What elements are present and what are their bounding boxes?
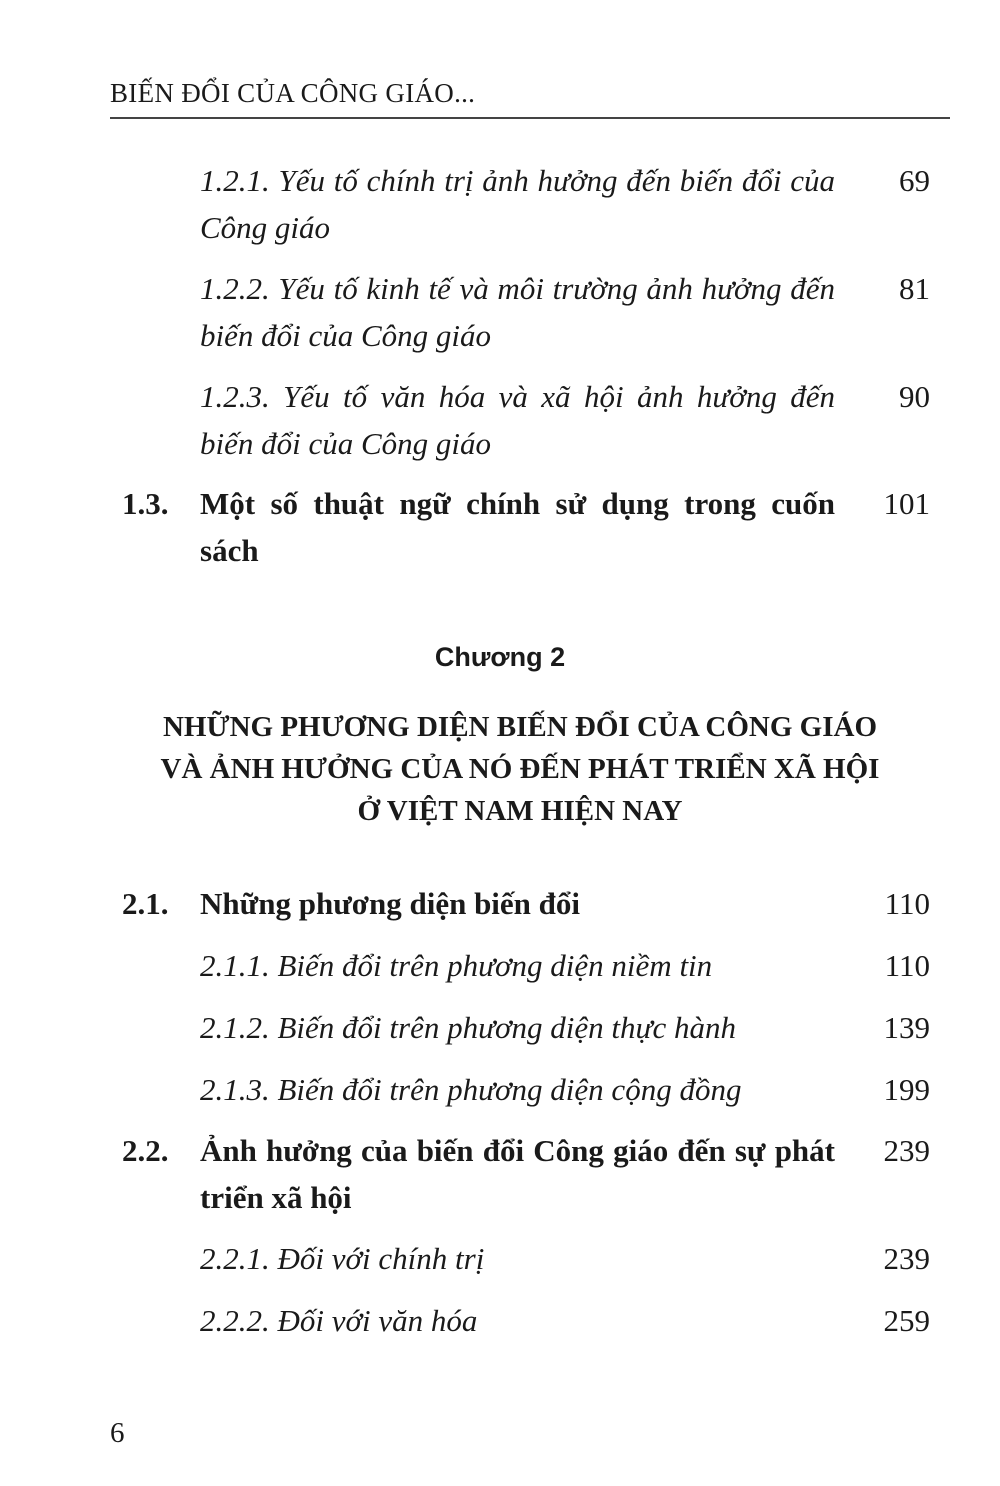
page-number: 6	[110, 1417, 125, 1449]
toc-page-number: 110	[884, 948, 930, 983]
toc-entry-text: 2.1.2. Biến đổi trên phương diện thực hành	[200, 1010, 736, 1045]
toc-entry-text: 2.1.3. Biến đổi trên phương diện cộng đồng	[200, 1072, 742, 1107]
toc-entry-1-2-3	[200, 373, 835, 467]
toc-entry-text: 1.2.2. Yếu tố kinh tế và môi trường ảnh hưởng đến biến đổi của Công giáo	[200, 271, 835, 353]
toc-page-number: 69	[899, 163, 930, 198]
toc-section-text: Những phương diện biến đổi	[200, 886, 581, 921]
toc-page-number: 139	[883, 1010, 930, 1045]
toc-page-number: 81	[899, 271, 930, 306]
toc-entry-text: 1.2.3. Yếu tố văn hóa và xã hội ảnh hưởng đến biến đổi của Công giáo	[200, 379, 835, 461]
toc-page-number: 90	[899, 379, 930, 414]
toc-entry-2-1-1	[200, 942, 840, 989]
toc-entry-1-2-1	[200, 157, 835, 251]
toc-entry-text: 2.2.1. Đối với chính trị	[200, 1241, 485, 1276]
toc-section-body	[200, 1127, 835, 1221]
toc-entry-2-1-2	[200, 1004, 840, 1051]
toc-section-number: 2.1.	[122, 886, 169, 921]
toc-section-text: Ảnh hưởng của biến đổi Công giáo đến sự phát triển xã hội	[200, 1133, 835, 1215]
toc-section-number: 2.2.	[122, 1133, 169, 1168]
toc-entry-text: 1.2.1. Yếu tố chính trị ảnh hưởng đến biến đổi của Công giáo	[200, 163, 835, 245]
toc-section-body	[200, 480, 835, 574]
toc-entry-1-2-2	[200, 265, 835, 359]
toc-page-number: 110	[884, 886, 930, 921]
toc-page-number: 239	[883, 1133, 930, 1168]
toc-entry-text: 2.2.2. Đối với văn hóa	[200, 1303, 478, 1338]
toc-entry-text: 2.1.1. Biến đổi trên phương diện niềm tin	[200, 948, 713, 983]
header-rule	[110, 117, 950, 119]
chapter-label: Chương 2	[434, 642, 566, 672]
toc-entry-2-2-1	[200, 1235, 840, 1282]
toc-page-number: 239	[883, 1241, 930, 1276]
running-header: BIẾN ĐỔI CỦA CÔNG GIÁO...	[110, 78, 476, 108]
toc-page-number: 259	[883, 1303, 930, 1338]
toc-section-body	[200, 880, 835, 927]
toc-entry-2-2-2	[200, 1297, 840, 1344]
toc-section-text: Một số thuật ngữ chính sử dụng trong cuốn sách	[200, 486, 835, 568]
chapter-title: NHỮNG PHƯƠNG DIỆN BIẾN ĐỔI CỦA CÔNG GIÁO VÀ ẢNH HƯỞNG CỦA NÓ ĐẾN PHÁT TRIỂN XÃ HỘI Ở VIỆT NAM HIỆN NAY	[160, 711, 880, 827]
toc-page-number: 101	[883, 486, 930, 521]
toc-section-number: 1.3.	[122, 486, 169, 521]
toc-page-number: 199	[883, 1072, 930, 1107]
toc-entry-2-1-3	[200, 1066, 840, 1113]
